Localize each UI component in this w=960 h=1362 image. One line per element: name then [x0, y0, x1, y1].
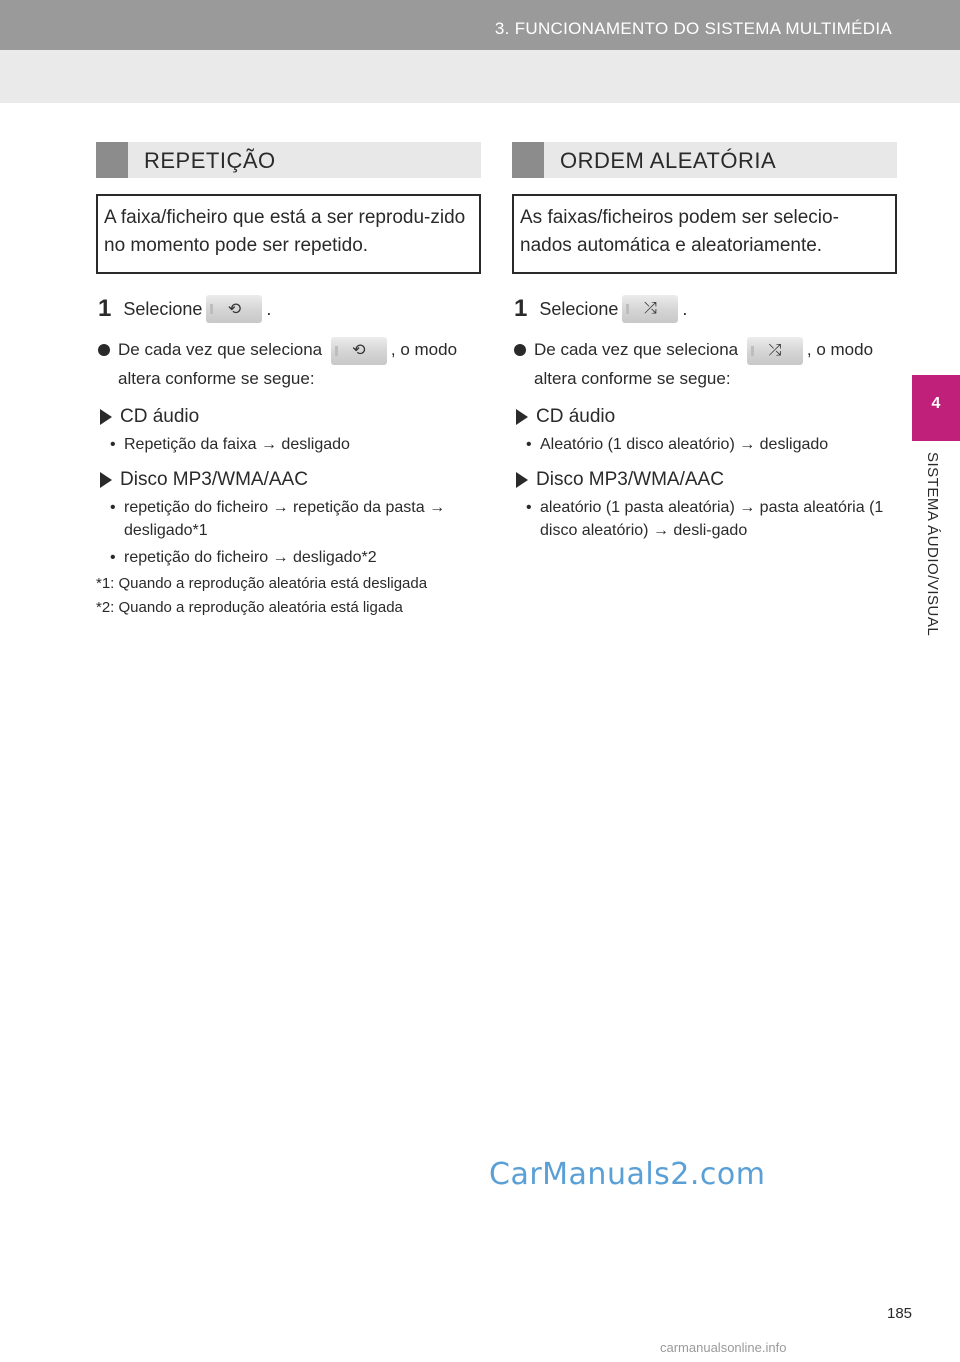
- watermark: CarManuals2.com: [489, 1157, 766, 1192]
- step-1: 1 Selecione ⟲ .: [98, 295, 272, 322]
- chapter-tab: [912, 375, 960, 441]
- list-item: • Aleatório (1 disco aleatório) → desligado: [526, 435, 829, 453]
- header-bar: [0, 0, 960, 50]
- list-item: • aleatório (1 pasta aleatória) → pasta aleatória (1 disco aleatório) → desli-gado: [526, 498, 884, 539]
- section-description: A faixa/ficheiro que está a ser reprodu-zido no momento pode ser repetido.: [96, 194, 481, 274]
- list-item: • Repetição da faixa → desligado: [110, 435, 350, 453]
- footer-site: carmanualsonline.info: [660, 1340, 787, 1355]
- shuffle-icon: ⤮: [644, 300, 657, 317]
- list-item: • repetição do ficheiro → desligado*2: [110, 548, 377, 566]
- list-item: • repetição do ficheiro → repetição da pasta → desligado*1: [110, 498, 446, 539]
- page-number: 185: [887, 1305, 913, 1322]
- bullet-text-before: De cada vez que seleciona: [118, 340, 323, 359]
- section-description: As faixas/ficheiros podem ser selecio-nados automática e aleatoriamente.: [512, 194, 897, 274]
- triangle-icon: [100, 472, 112, 488]
- footnote-2: *2: Quando a reprodução aleatória está ligada: [96, 598, 403, 616]
- bullet-dot: [514, 344, 526, 356]
- shuffle-button-inline[interactable]: [747, 337, 803, 365]
- header-band: [0, 50, 960, 103]
- step-text: Selecione: [539, 298, 619, 319]
- mp3-heading: Disco MP3/WMA/AAC: [512, 468, 897, 492]
- repeat-icon: ⟲: [227, 301, 242, 318]
- section-heading: [96, 142, 481, 178]
- mode-bullet: [512, 336, 897, 393]
- step-number: 1: [98, 295, 112, 322]
- section-title: ORDEM ALEATÓRIA: [560, 148, 777, 173]
- step-1: 1 Selecione ⤮ .: [514, 295, 688, 322]
- chapter-label: SISTEMA ÁUDIO/VISUAL: [924, 452, 941, 637]
- mode-bullet: [96, 336, 481, 393]
- step-text: Selecione: [123, 298, 203, 319]
- triangle-icon: [516, 409, 528, 425]
- step-number: 1: [514, 295, 528, 322]
- bullet-text-before: De cada vez que seleciona: [534, 340, 739, 359]
- shuffle-section: [512, 142, 897, 542]
- triangle-icon: [100, 409, 112, 425]
- bullet-text-after: , o modo altera conforme se segue:: [118, 340, 458, 388]
- footnote-1: *1: Quando a reprodução aleatória está desligada: [96, 574, 428, 592]
- shuffle-icon: ⤮: [768, 341, 782, 359]
- bullet-dot: [98, 344, 110, 356]
- cd-audio-heading: CD áudio: [512, 405, 897, 429]
- section-heading: [512, 142, 897, 178]
- repeat-button[interactable]: [206, 295, 262, 323]
- repeat-section: [96, 142, 481, 617]
- repeat-icon: ⟲: [352, 341, 366, 359]
- header-title: 3. FUNCIONAMENTO DO SISTEMA MULTIMÉDIA: [494, 19, 892, 38]
- section-title: REPETIÇÃO: [144, 148, 276, 173]
- cd-audio-heading: CD áudio: [96, 405, 481, 429]
- chapter-number: 4: [931, 395, 941, 412]
- mp3-heading: Disco MP3/WMA/AAC: [96, 468, 481, 492]
- triangle-icon: [516, 472, 528, 488]
- bullet-text-after: , o modo altera conforme se segue:: [534, 340, 874, 388]
- shuffle-button[interactable]: [622, 295, 678, 323]
- repeat-button-inline[interactable]: [331, 337, 387, 365]
